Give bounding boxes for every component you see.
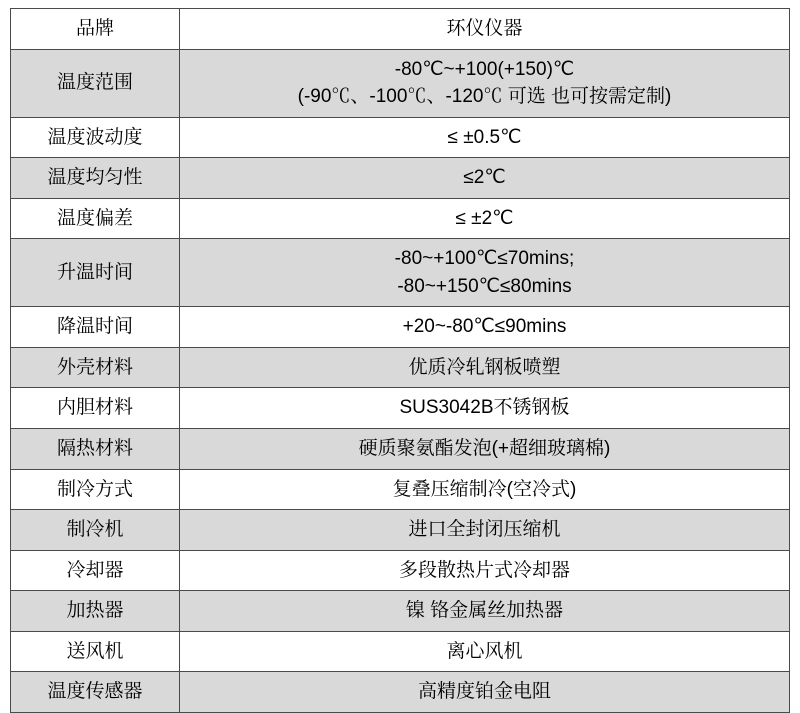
spec-value-line: 进口全封闭压缩机 (408, 519, 561, 541)
spec-label: 升温时间 (11, 239, 180, 307)
table-row (11, 158, 790, 199)
spec-value-line: 复叠压缩制冷(空冷式) (392, 478, 577, 500)
spec-value (180, 117, 790, 158)
spec-value (180, 550, 790, 591)
spec-value-line: 多段散热片式冷却器 (398, 559, 570, 581)
spec-label: 冷却器 (11, 550, 180, 591)
table-row (11, 388, 790, 429)
spec-value (180, 388, 790, 429)
spec-label: 制冷方式 (11, 469, 180, 510)
table-row (11, 117, 790, 158)
spec-value (180, 672, 790, 713)
table-row (11, 591, 790, 632)
spec-label: 温度传感器 (11, 672, 180, 713)
spec-value (180, 198, 790, 239)
spec-label: 加热器 (11, 591, 180, 632)
spec-label: 外壳材料 (11, 347, 180, 388)
spec-value (180, 510, 790, 551)
spec-value-line: 离心风机 (446, 640, 523, 662)
spec-value-line: 环仪仪器 (446, 18, 523, 39)
table-row (11, 239, 790, 307)
spec-value (180, 9, 790, 50)
spec-value-line: 优质冷轧钢板喷塑 (408, 356, 561, 378)
spec-value-line: 高精度铂金电阻 (417, 681, 551, 703)
table-row (11, 49, 790, 117)
spec-value (180, 631, 790, 672)
spec-value (180, 239, 790, 307)
spec-label: 隔热材料 (11, 429, 180, 470)
spec-value (180, 591, 790, 632)
spec-value (180, 469, 790, 510)
table-row (11, 550, 790, 591)
spec-label: 温度均匀性 (11, 158, 180, 199)
spec-value-line: +20~-80℃≤90mins (402, 316, 567, 338)
spec-value-line: (-90℃、-100℃、-120℃ 可选 也可按需定制) (297, 86, 672, 108)
table-row (11, 198, 790, 239)
table-row (11, 510, 790, 551)
spec-label: 品牌 (11, 9, 180, 50)
spec-value-line: ≤ ±0.5℃ (447, 126, 522, 148)
spec-value (180, 158, 790, 199)
spec-value-line: -80~+150℃≤80mins (397, 275, 572, 297)
spec-value-line: 镍 铬金属丝加热器 (405, 600, 564, 622)
specification-table (10, 8, 790, 713)
spec-value (180, 307, 790, 348)
spec-table-body (11, 9, 790, 713)
spec-value-line: 硬质聚氨酯发泡(+超细玻璃棉) (358, 438, 611, 460)
spec-label: 降温时间 (11, 307, 180, 348)
table-row (11, 631, 790, 672)
spec-label: 制冷机 (11, 510, 180, 551)
spec-label: 温度范围 (11, 49, 180, 117)
table-row (11, 429, 790, 470)
table-row (11, 469, 790, 510)
spec-value-line: -80℃~+100(+150)℃ (394, 58, 575, 80)
spec-label: 温度波动度 (11, 117, 180, 158)
spec-value-line: ≤ ±2℃ (455, 207, 514, 229)
spec-label: 送风机 (11, 631, 180, 672)
table-row (11, 307, 790, 348)
spec-value-line: ≤2℃ (463, 167, 506, 189)
spec-value (180, 347, 790, 388)
spec-label: 内胆材料 (11, 388, 180, 429)
table-row (11, 347, 790, 388)
spec-label: 温度偏差 (11, 198, 180, 239)
spec-value (180, 429, 790, 470)
spec-value (180, 49, 790, 117)
spec-value-line: SUS3042B不锈钢板 (399, 397, 570, 419)
table-row (11, 9, 790, 50)
spec-value-line: -80~+100℃≤70mins; (394, 248, 575, 270)
table-row (11, 672, 790, 713)
